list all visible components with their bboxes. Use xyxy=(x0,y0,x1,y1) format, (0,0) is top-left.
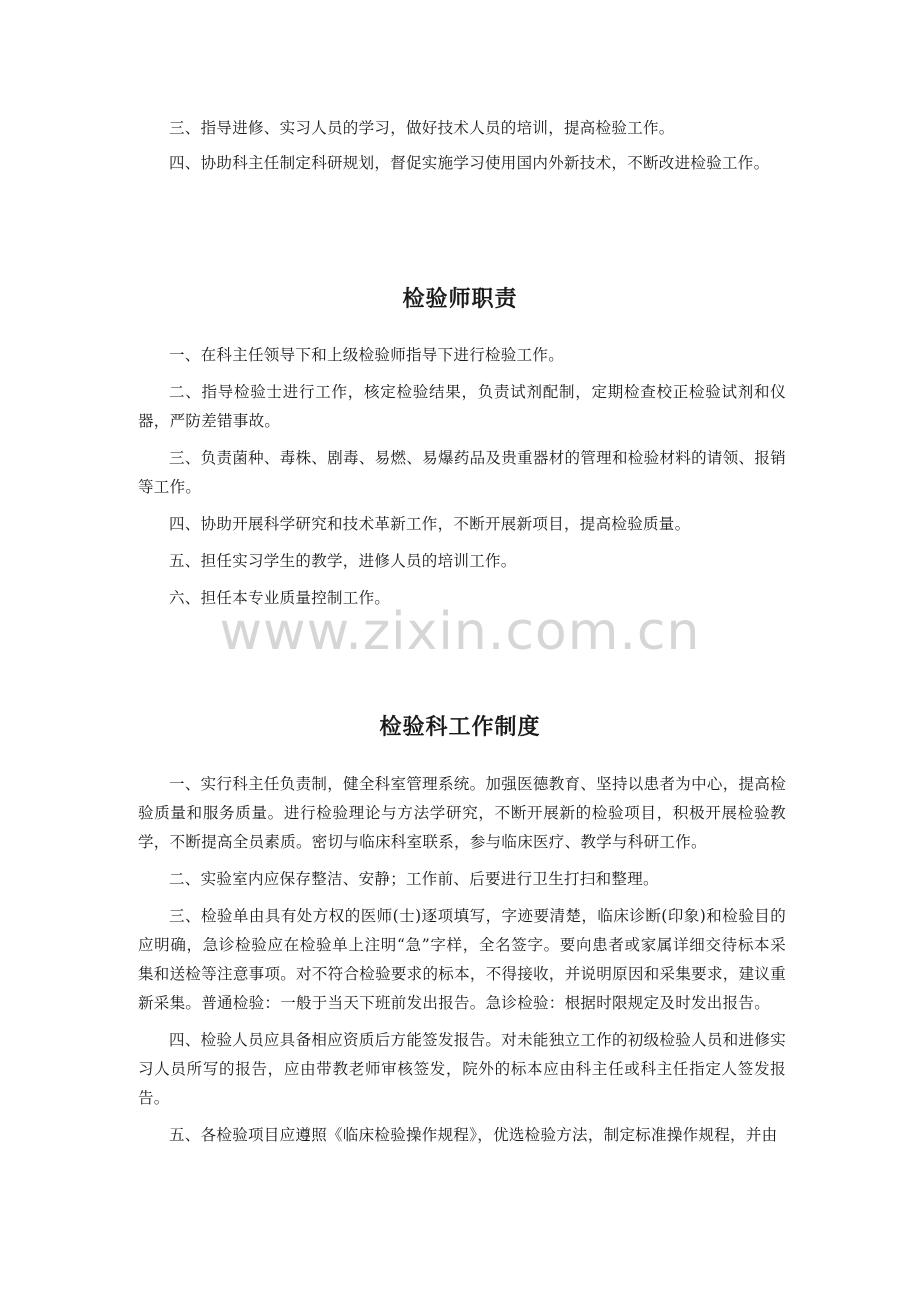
lab-rules-list xyxy=(138,770,786,1150)
intro-block xyxy=(138,114,786,178)
inspector-duties-list xyxy=(138,341,786,613)
duty-item-3: 三、负责菌种、毒株、剧毒、易燃、易爆药品及贵重器材的管理和检验材料的请领、报销等工作。 xyxy=(138,449,786,496)
rule-item-4: 四、检验人员应具备相应资质后方能签发报告。对未能独立工作的初级检验人员和进修实习人员所写的报告，应由带教老师审核签发，院外的标本应由科主任或科主任指定人签发报告。 xyxy=(138,1031,786,1107)
rule-item-5: 五、各检验项目应遵照《临床检验操作规程》，优选检验方法，制定标准操作规程，并由 xyxy=(169,1126,778,1144)
intro-item-3: 三、指导进修、实习人员的学习，做好技术人员的培训，提高检验工作。 xyxy=(169,119,675,137)
duty-item-4: 四、协助开展科学研究和技术革新工作，不断开展新项目，提高检验质量。 xyxy=(169,515,691,533)
duty-item-1: 一、在科主任领导下和上级检验师指导下进行检验工作。 xyxy=(169,346,565,364)
intro-item-4: 四、协助科主任制定科研规划，督促实施学习使用国内外新技术，不断改进检验工作。 xyxy=(169,154,770,172)
duty-item-6: 六、担任本专业质量控制工作。 xyxy=(169,589,391,607)
rule-item-3: 三、检验单由具有处方权的医师(士)逐项填写，字迹要清楚，临床诊断(印象)和检验目的应明确，急诊检验应在检验单上注明“急”字样，全名签字。要向患者或家属详细交待标本采集和送检等注意事项。对不符合检验要求的标本，不得接收，并说明原因和采集要求，建议重新采集。普通检验：一般于当天下班前发出报告。急诊检验：根据时限规定及时发出报告。 xyxy=(138,907,786,1012)
duty-item-2: 二、指导检验士进行工作，核定检验结果，负责试剂配制，定期检查校正检验试剂和仪器，严防差错事故。 xyxy=(138,383,786,430)
rule-item-2: 二、实验室内应保存整洁、安静；工作前、后要进行卫生打扫和整理。 xyxy=(169,870,659,888)
watermark-text: www.zixin.com.cn xyxy=(219,602,701,662)
rule-item-1: 一、实行科主任负责制，健全科室管理系统。加强医德教育、坚持以患者为中心，提高检验质量和服务质量。进行检验理论与方法学研究，不断开展新的检验项目，积极开展检验教学，不断提高全员素质。密切与临床科室联系，参与临床医疗、教学与科研工作。 xyxy=(138,775,786,851)
duty-item-5: 五、担任实习学生的教学，进修人员的培训工作。 xyxy=(169,552,517,570)
section-title-inspector-duties: 检验师职责 xyxy=(402,287,518,312)
section-title-lab-rules: 检验科工作制度 xyxy=(379,715,541,740)
